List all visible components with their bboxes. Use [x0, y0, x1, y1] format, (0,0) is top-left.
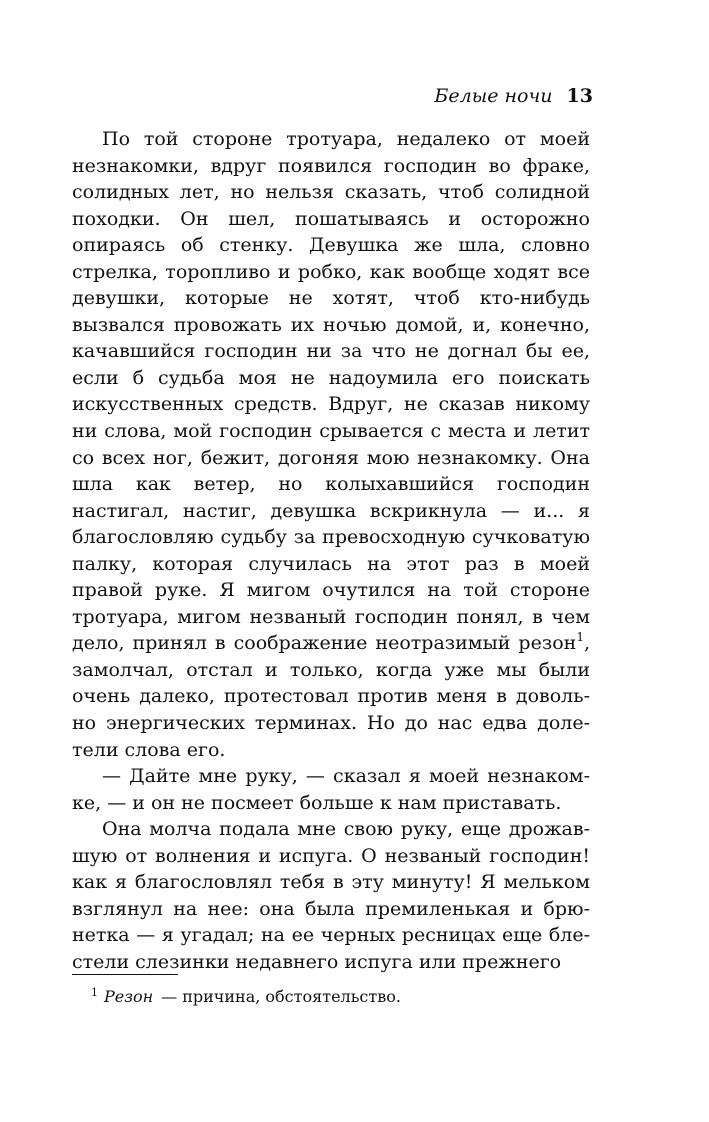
footnote-definition: — причина, обстоятельство. [161, 987, 401, 1006]
paragraph-3: Она молча подала мне свою руку, еще дрожавшую от волнения и испуга. О незваный господин! как я благословлял тебя в эту минуту! Я мельком взглянул на нее: она была премиленькая и брюнетка — я угадал; на ее черных ресницах еще блестели слезинки недавнего испуга или прежнего [72, 818, 590, 973]
page-number: 13 [566, 85, 593, 107]
body-text [72, 126, 590, 976]
running-header [434, 84, 593, 108]
footnote [91, 986, 511, 1008]
footnote-reference: 1 [576, 630, 584, 645]
footnote-term: Резон [104, 987, 154, 1006]
paragraph-1-text-end: , замолчал, отстал и только, когда уже мы были очень далеко, протестовал против меня в довольно энергических терминах. Но до нас едва долетели слова его. [72, 632, 590, 761]
footnote-divider [72, 974, 178, 975]
paragraph-1 [72, 126, 590, 763]
footnote-number: 1 [91, 986, 98, 999]
paragraph-1-text-start: По той стороне тротуара, недалеко от моей незнакомки, вдруг появился господин во фраке, солидных лет, но нельзя сказать, чтоб солидной походки. Он шел, пошатываясь и осторожно опираясь об стенку. Девушка же шла, словно стрелка, торопливо и робко, как вообще ходят все девушки, которые не хотят, чтоб кто-нибудь вызвался провожать их ночью домой, и, конечно, качавшийся господин ни за что не догнал бы ее, если б судьба моя не надоумила его поискать искусственных средств. Вдруг, не сказав никому ни слова, мой господин срывается с места и летит со всех ног, бежит, догоняя мою незнакомку. Она шла как ветер, но колыхавшийся господин настигал, настиг, девушка вскрикнула — и... я благословляю судьбу за превосходную сучковатую палку, которая случилась на этот раз в моей правой руке. Я мигом очутился на той стороне тротуара, мигом незваный господин понял, в чем дело, принял в соображение неотразимый резон [72, 128, 590, 655]
running-title: Белые ночи [434, 85, 553, 107]
paragraph-2: — Дайте мне руку, — сказал я моей незнакомке, — и он не посмеет больше к нам приставать. [72, 765, 590, 814]
